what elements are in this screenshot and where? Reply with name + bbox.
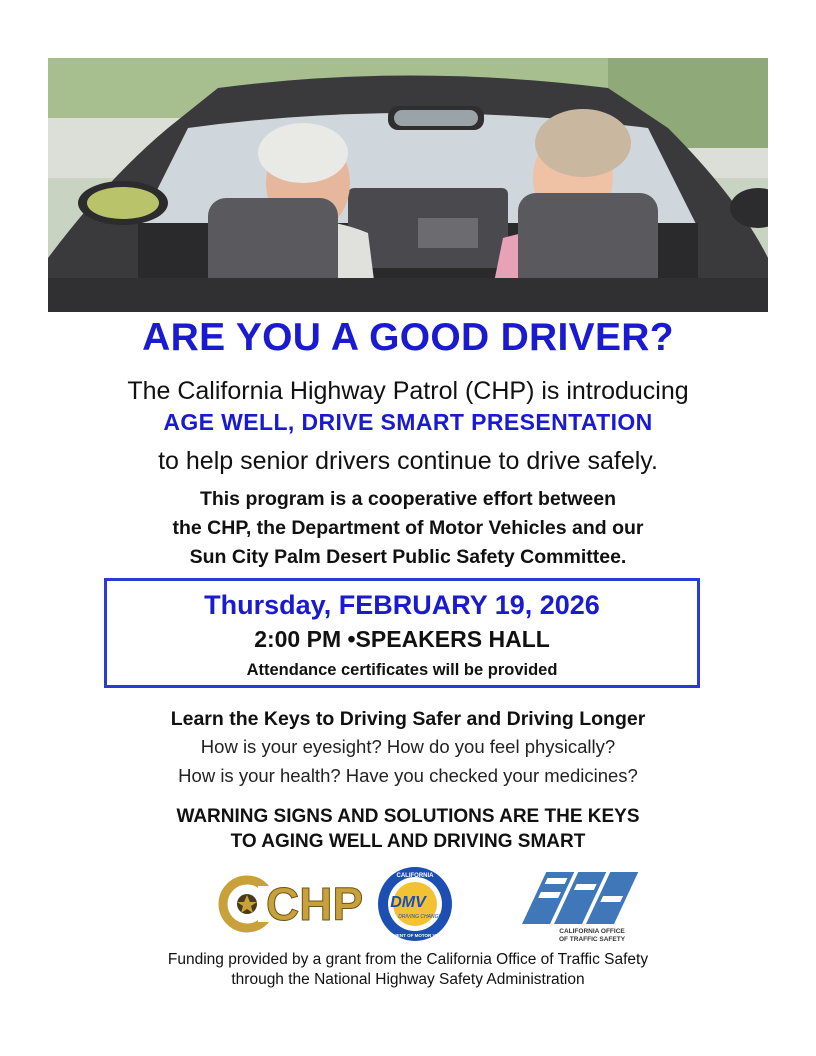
intro-line-2: to help senior drivers continue to drive safely. (158, 447, 658, 475)
event-note: Attendance certificates will be provided (246, 661, 558, 679)
event-time-location: 2:00 PM •SPEAKERS HALL (254, 626, 550, 652)
hero-photo (48, 58, 768, 312)
dmv-logo (375, 867, 455, 941)
headline: ARE YOU A GOOD DRIVER? (142, 316, 674, 359)
keys-title: Learn the Keys to Driving Safer and Driving Longer (170, 708, 646, 730)
dmv-text: DMV (390, 894, 426, 911)
senior-couple-convertible-photo (48, 58, 768, 312)
ots-line-2: OF TRAFFIC SAFETY (558, 936, 626, 943)
event-details-box (104, 578, 700, 688)
question-line: How is your health? Have you checked your medicines? (178, 765, 638, 786)
dmv-mid-text: DRIVING CHANGE (398, 914, 442, 920)
warning-line: WARNING SIGNS AND SOLUTIONS ARE THE KEYS (176, 806, 640, 827)
cooperation-line: This program is a cooperative effort between (199, 488, 617, 510)
funding-line: through the National Highway Safety Administration (231, 971, 585, 988)
warning-line: TO AGING WELL AND DRIVING SMART (230, 831, 586, 852)
question-line: How is your eyesight? How do you feel physically? (200, 736, 616, 757)
intro-line-1: The California Highway Patrol (CHP) is introducing (127, 377, 689, 405)
event-date: Thursday, FEBRUARY 19, 2026 (204, 590, 600, 620)
cooperation-paragraph (0, 485, 816, 572)
cooperation-line: Sun City Palm Desert Public Safety Committee. (189, 546, 627, 568)
chp-logo (223, 878, 363, 930)
dmv-bottom-text: DEPARTMENT OF MOTOR VEHICLES (374, 933, 456, 938)
funding-line: Funding provided by a grant from the California Office of Traffic Safety (167, 951, 649, 968)
ots-line-1: CALIFORNIA OFFICE (559, 928, 625, 935)
program-name: AGE WELL, DRIVE SMART PRESENTATION (163, 409, 653, 435)
cooperation-line: the CHP, the Department of Motor Vehicles and our (172, 517, 644, 539)
sponsor-logos (0, 864, 816, 944)
ots-logo (522, 872, 638, 943)
chp-text: CHP (266, 878, 364, 930)
dmv-top-text: CALIFORNIA (396, 873, 434, 879)
